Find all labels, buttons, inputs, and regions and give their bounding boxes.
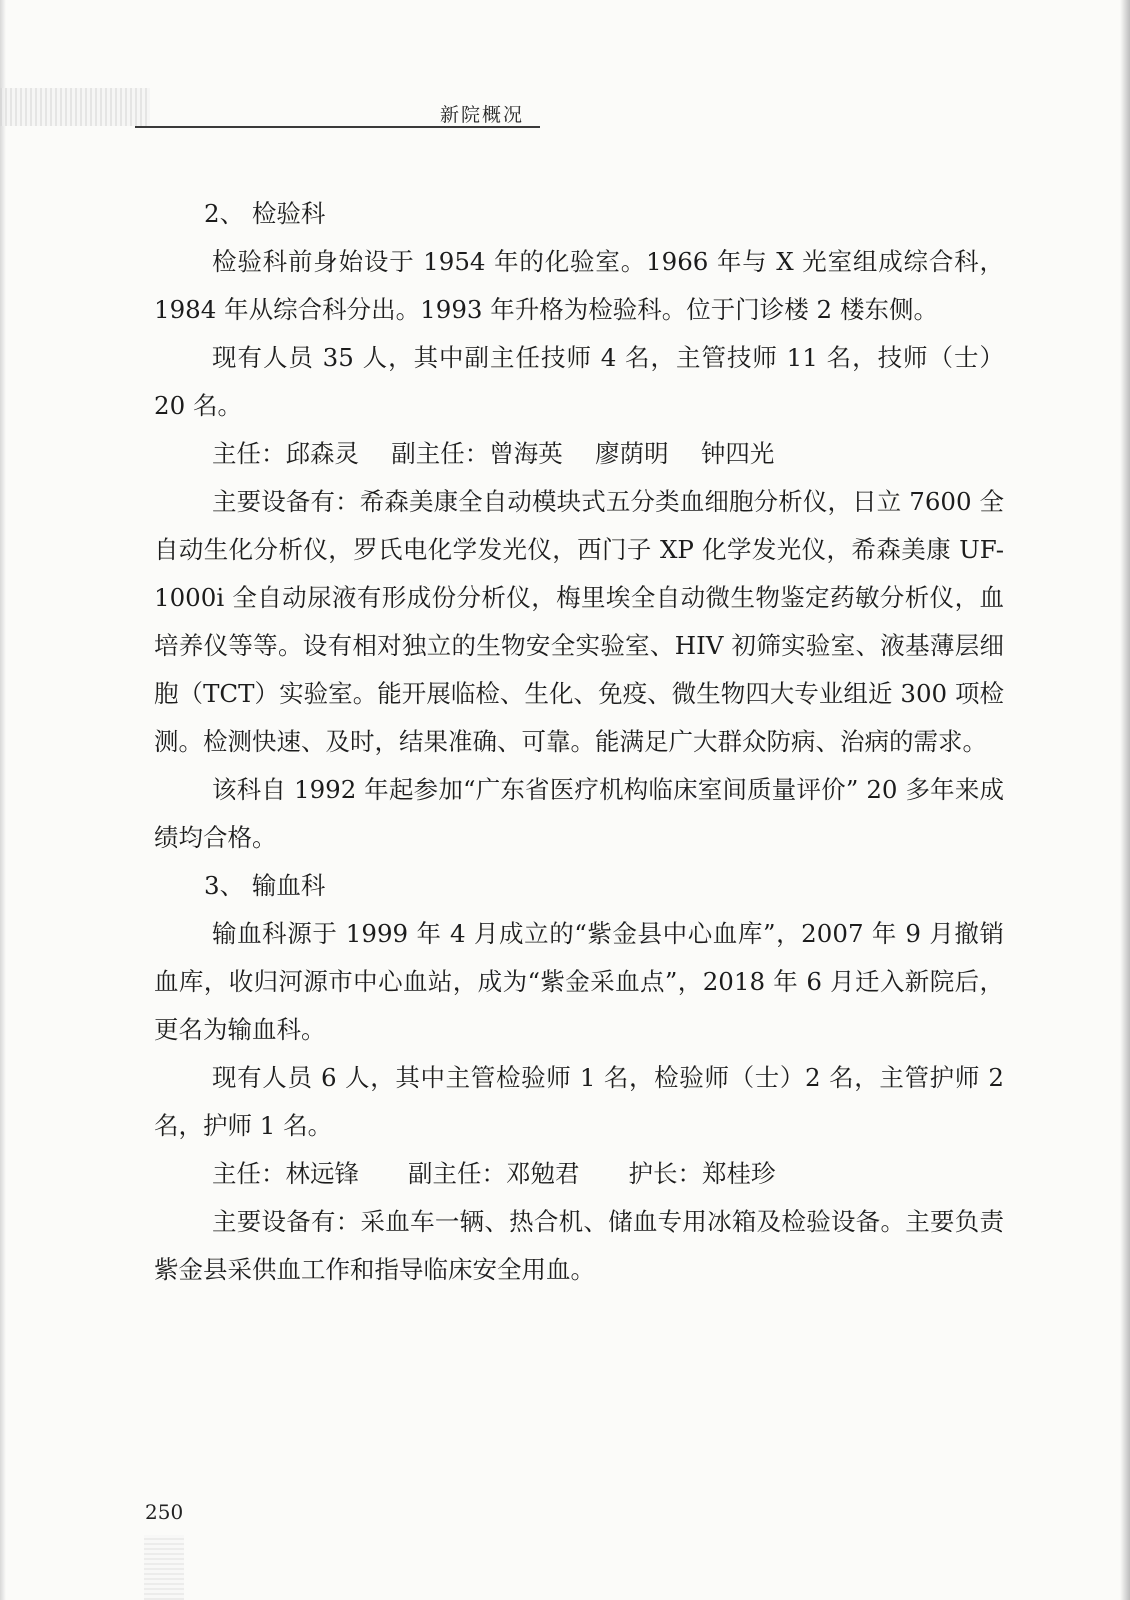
- scan-right-edge: [1120, 0, 1130, 1600]
- header-title: 新院概况: [440, 104, 525, 126]
- transfusion-leaders-line: 主任：林远锋 副主任：邓勉君 护长：郑桂珍: [212, 1159, 776, 1188]
- body-text: [154, 190, 1004, 1294]
- section-heading-lab: 2、 检验科: [204, 199, 326, 228]
- lab-leaders-line: 主任：邱森灵 副主任：曾海英 廖荫明 钟四光: [212, 439, 775, 468]
- transfusion-intro-paragraph: 输血科源于 1999 年 4 月成立的“紫金县中心血库”，2007 年 9 月撤销血库，收归河源市中心血站，成为“紫金采血点”，2018 年 6 月迁入新院后，更名为输血科。: [154, 919, 1004, 1044]
- scan-left-edge: [0, 0, 6, 1600]
- transfusion-equipment-paragraph: 主要设备有：采血车一辆、热合机、储血专用冰箱及检验设备。主要负责紫金县采供血工作和指导临床安全用血。: [154, 1207, 1004, 1284]
- transfusion-staff-paragraph: 现有人员 6 人，其中主管检验师 1 名，检验师（士）2 名，主管护师 2 名，护师 1 名。: [154, 1063, 1004, 1140]
- running-header: [0, 100, 1130, 140]
- lab-staff-paragraph: 现有人员 35 人，其中副主任技师 4 名，主管技师 11 名，技师（士）20 名。: [154, 343, 1004, 420]
- lab-intro-paragraph: 检验科前身始设于 1954 年的化验室。1966 年与 X 光室组成综合科，1984 年从综合科分出。1993 年升格为检验科。位于门诊楼 2 楼东侧。: [154, 247, 1004, 324]
- header-rule: [135, 126, 540, 128]
- section-heading-transfusion: 3、 输血科: [204, 871, 326, 900]
- scan-noise-bottom: [144, 1535, 184, 1600]
- lab-equipment-paragraph: 主要设备有：希森美康全自动模块式五分类血细胞分析仪，日立 7600 全自动生化分析仪，罗氏电化学发光仪，西门子 XP 化学发光仪，希森美康 UF-1000i 全自动尿液有形成份分析仪，梅里埃全自动微生物鉴定药敏分析仪，血培养仪等等。设有相对独立的生物安全实验室、HIV 初筛实验室、液基薄层细胞（TCT）实验室。能开展临检、生化、免疫、微生物四大专业组近 300 项检测。检测快速、及时，结果准确、可靠。能满足广大群众防病、治病的需求。: [154, 487, 1004, 756]
- page-number: 250: [145, 1500, 184, 1524]
- lab-quality-paragraph: 该科自 1992 年起参加“广东省医疗机构临床室间质量评价” 20 多年来成绩均合格。: [154, 775, 1004, 852]
